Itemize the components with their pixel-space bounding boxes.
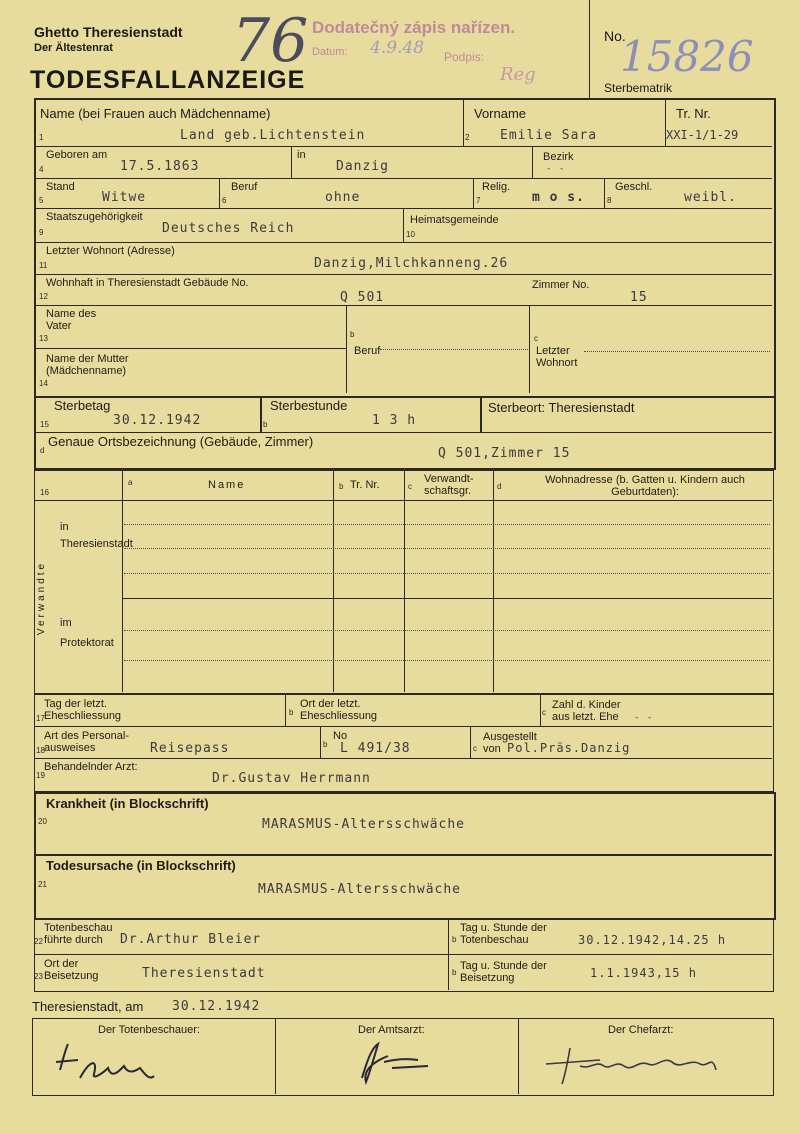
geboren-value: 17.5.1863: [120, 159, 200, 174]
geboren-label: Geboren am: [46, 149, 108, 161]
rel-side-label: Verwandte: [36, 560, 47, 636]
ausgestellt-label: Ausgestellt von: [483, 731, 537, 755]
arzt-value: Dr.Gustav Herrmann: [212, 771, 371, 786]
tag-beschau-value: 30.12.1942,14.25 h: [578, 933, 727, 947]
signature-amtsarzt: [348, 1038, 448, 1088]
trnr-label: Tr. Nr.: [676, 106, 711, 121]
ort-beisetzung-label: Ort der Beisetzung: [44, 958, 99, 982]
relig-value: m o s.: [532, 190, 585, 205]
in-label: in: [297, 149, 306, 161]
vorname-label: Vorname: [474, 106, 527, 121]
sterbestunde-value: 1 3 h: [372, 413, 417, 428]
vorname-value: Emilie Sara: [500, 128, 598, 143]
sterbematrik-label: Sterbematrik: [604, 81, 673, 95]
geschl-label: Geschl.: [615, 181, 653, 193]
krankheit-label: Krankheit (in Blockschrift): [46, 796, 209, 811]
genaue-value: Q 501,Zimmer 15: [438, 446, 571, 461]
rel-wohnadresse-header: Wohnadresse (b. Gatten u. Kindern auch Geburtdaten):: [545, 474, 745, 498]
rel-name-header: Name: [208, 479, 246, 491]
reg-mark: Reg: [500, 64, 536, 85]
trnr-value: XXI-1/1-29: [666, 128, 739, 142]
rel-verwandt-header: Verwandt-schaftsgr.: [424, 473, 474, 497]
mutter-label: Name der Mutter (Mädchenname): [46, 353, 129, 377]
vater-label: Name des Vater: [46, 308, 97, 332]
bezirk-label: Bezirk: [543, 151, 574, 163]
form-title: TODESFALLANZEIGE: [30, 66, 306, 94]
stand-label: Stand: [46, 181, 75, 193]
sterbeort-label: Sterbeort: Theresienstadt: [488, 400, 635, 415]
ursache-value: MARASMUS-Altersschwäche: [258, 882, 462, 897]
bezirk-value: - -: [546, 164, 566, 174]
beruf2-label: Beruf: [354, 345, 381, 357]
kinder-label: Zahl d. Kinder aus letzt. Ehe: [552, 699, 621, 723]
totenbeschau-value: Dr.Arthur Bleier: [120, 932, 262, 947]
genaue-label: Genaue Ortsbezeichnung (Gebäude, Zimmer): [48, 434, 314, 449]
sig-amtsarzt-label: Der Amtsarzt:: [358, 1024, 425, 1036]
sterbetag-value: 30.12.1942: [113, 413, 202, 428]
org-line2: Der Ältestenrat: [34, 42, 113, 54]
name-label: Name (bei Frauen auch Mädchenname): [40, 106, 271, 121]
ort-ehe-label: Ort der letzt. Eheschliessung: [300, 698, 378, 722]
gebaeude-value: Q 501: [340, 290, 385, 305]
sterbestunde-label: Sterbestunde: [270, 398, 348, 413]
stamp-line1: Dodatečný zápis nařízen.: [312, 18, 516, 37]
handwritten-mark: 76: [232, 6, 309, 76]
stamp-datum-label: Datum:: [312, 46, 348, 58]
signature-chefarzt: [540, 1040, 730, 1090]
rel-trnr-header: Tr. Nr.: [350, 479, 380, 491]
letzter-wohnort-label: Letzter Wohnort: [536, 345, 578, 369]
arzt-label: Behandelnder Arzt:: [44, 761, 138, 773]
ort-beisetzung-value: Theresienstadt: [142, 966, 266, 981]
rel-group2: im Protektorat: [60, 617, 114, 649]
org-line1: Ghetto Theresienstadt: [34, 24, 183, 40]
ausweis-no-label: No: [333, 730, 348, 742]
wohnhaft-label: Wohnhaft in Theresienstadt Gebäude No.: [46, 277, 249, 289]
staat-value: Deutsches Reich: [162, 221, 295, 236]
ursache-label: Todesursache (in Blockschrift): [46, 858, 236, 873]
sig-totenbeschauer-label: Der Totenbeschauer:: [98, 1024, 200, 1036]
stamp-podpis-label: Podpis:: [444, 50, 485, 64]
ausweis-label: Art des Personal-ausweises: [44, 730, 129, 754]
kinder-value: - -: [634, 713, 654, 723]
ausweis-no-value: L 491/38: [340, 741, 411, 756]
staat-label: Staatszugehörigkeit: [46, 211, 143, 223]
place-date-value: 30.12.1942: [172, 999, 261, 1014]
tag-ehe-label: Tag der letzt. Eheschliessung: [44, 698, 122, 722]
heimat-label: Heimatsgemeinde: [410, 214, 499, 226]
relig-label: Relig.: [482, 181, 511, 193]
tag-beisetzung-value: 1.1.1943,15 h: [590, 966, 697, 980]
no-label: No.: [604, 28, 626, 44]
signature-totenbeschauer: [50, 1040, 170, 1090]
ausweis-value: Reisepass: [150, 741, 230, 756]
totenbeschau-label: Totenbeschau führte durch: [44, 922, 113, 946]
ausgestellt-value: Pol.Präs.Danzig: [507, 741, 631, 755]
tag-beschau-label: Tag u. Stunde der Totenbeschau: [460, 922, 547, 946]
sterbetag-label: Sterbetag: [54, 398, 111, 413]
wohnort-label: Letzter Wohnort (Adresse): [46, 245, 175, 257]
sig-chefarzt-label: Der Chefarzt:: [608, 1024, 674, 1036]
zimmer-label: Zimmer No.: [532, 279, 590, 291]
beruf-value: ohne: [325, 190, 361, 205]
in-value: Danzig: [336, 159, 389, 174]
wohnort-value: Danzig,Milchkanneng.26: [314, 256, 509, 271]
beruf-label: Beruf: [231, 181, 258, 193]
no-value: 15826: [620, 32, 754, 81]
tag-beisetzung-label: Tag u. Stunde der Beisetzung: [460, 960, 547, 984]
zimmer-value: 15: [630, 290, 648, 305]
name-value: Land geb.Lichtenstein: [180, 128, 366, 143]
stand-value: Witwe: [102, 190, 147, 205]
geschl-value: weibl.: [684, 190, 737, 205]
rel-group1: in Theresienstadt: [60, 521, 133, 550]
krankheit-value: MARASMUS-Altersschwäche: [262, 817, 466, 832]
stamp-datum-value: 4.9.48: [370, 38, 425, 58]
death-notice-document: Ghetto Theresienstadt Der Ältestenrat TODESFALLANZEIGE 76 Reg Dodatečný zápis nařízen. Datum: 4.9.48 Podpis: No. 15826 Sterbematrik Name (bei Frauen auch Mädchenname) 1 Land geb.Lichtenstein Vorname 2 Emilie Sara Tr. Nr. XXI-1/1-29 Geboren am 4 17.5.1863 in Danzig Bezirk - - Stand 5 Witwe Beruf 6 ohne Relig. 7 m o s. Geschl. 8 weibl. Staatszugehörigkeit 9 Deutsches Reich Heimatsgemeinde 10 Letzter Wohnort (Adresse) 11 Danzig,Milchkanneng.26 Wohnhaft in Theresienstadt Gebäude No. 12 Q 501 Zimmer No. 15 Name des Vater 13 b Beruf c Letzter Wohnort Name der Mutter (Mädchenname) 14 Sterbetag 15 30.12.1942 Sterbestunde b 1 3 h Sterbeort: Theresienstadt Genaue Ortsbezeichnung (Gebäude, Zimmer) d Q 501,Zimmer 15 16 a Name b Tr. Nr. c Verwandt-schaftsgr. d Wohnadresse (b. Gatten u. Kindern auch Geburtdaten): Verwandte in Theresienstadt im Protektorat Tag der letzt. Eheschliessung 17 b Ort der letzt. Eheschliessung c Zahl d. Kinder aus letzt. Ehe - - Art des Personal-ausweises 18 Reisepass No b L 491/38 c Ausgestellt von Pol.Präs.Danzig Behandelnder Arzt: 19 Dr.Gustav Herrmann Krankheit (in Blockschrift) 20 MARASMUS-Altersschwäche Todesursache (in Blockschrift) 21 MARASMUS-Altersschwäche Totenbeschau führte durch 22 Dr.Arthur Bleier b Tag u. Stunde der Totenbeschau 30.12.1942,14.25 h Ort der Beisetzung 23 Theresienstadt b Tag u. Stunde der Beisetzung 1.1.1943,15 h Theresienstadt, am 30.12.1942 Der Totenbeschauer: Der Amtsarzt: Der Chefarzt:: [0, 0, 800, 1134]
place-date-label: Theresienstadt, am: [32, 999, 144, 1014]
